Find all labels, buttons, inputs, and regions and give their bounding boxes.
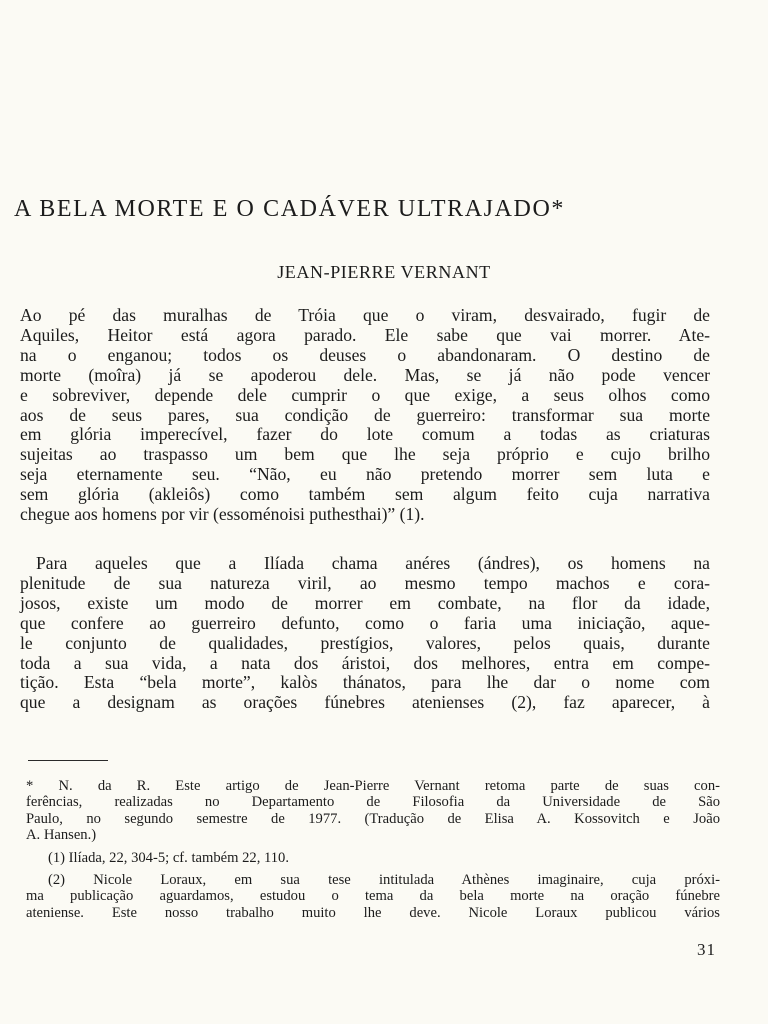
text-line: Aquiles, Heitor está agora parado. Ele sabe que vai morrer. Ate- — [20, 324, 710, 345]
text-line: em glória imperecível, fazer do lote comum a todas as criaturas — [20, 424, 710, 445]
footnote-line: Paulo, no segundo semestre de 1977. (Tradução de Elisa A. Kossovitch e João — [26, 810, 720, 827]
page-number: 31 — [697, 940, 716, 959]
footnote-line: A. Hansen.) — [26, 827, 97, 844]
footnote-line: ferências, realizadas no Departamento de Filosofia da Universidade de São — [26, 794, 720, 811]
footnote-2 — [26, 872, 720, 921]
text-line: aos de seus pares, sua condição de guerreiro: transformar sua morte — [20, 404, 710, 425]
article-title: A BELA MORTE E O CADÁVER ULTRAJADO* — [14, 196, 566, 222]
text-line: sujeitas ao traspasso um bem que lhe seja próprio e cujo brilho — [20, 444, 710, 465]
paragraph-1 — [20, 306, 710, 525]
footnote-line: ateniense. Este nosso trabalho muito lhe deve. Nicole Loraux publicou vários — [26, 904, 720, 921]
text-line: seja eternamente seu. “Não, eu não pretendo morrer sem luta e — [20, 464, 710, 485]
text-line: morte (moîra) já se apoderou dele. Mas, se já não pode vencer — [20, 364, 710, 385]
text-line: toda a sua vida, a nata dos áristoi, dos melhores, entra em compe- — [20, 652, 710, 673]
footnote-1 — [48, 850, 720, 866]
article-author: JEAN-PIERRE VERNANT — [277, 262, 491, 282]
footnote-line: ma publicação aguardamos, estudou o tema da bela morte na oração fúnebre — [26, 888, 720, 905]
text-line: Para aqueles que a Ilíada chama anéres (ándres), os homens na — [36, 553, 710, 573]
text-line: tição. Esta “bela morte”, kalòs thánatos, para lhe dar o nome com — [20, 672, 710, 693]
text-line: le conjunto de qualidades, prestígios, valores, pelos quais, durante — [20, 632, 710, 653]
footnote-line: * N. da R. Este artigo de Jean-Pierre Vernant retoma parte de suas con- — [26, 778, 720, 794]
footnote-editor — [26, 778, 720, 844]
text-line: Ao pé das muralhas de Tróia que o viram, desvairado, fugir de — [20, 305, 710, 325]
text-line: e sobreviver, depende dele cumprir o que exige, a seus olhos como — [20, 384, 710, 405]
text-line: josos, existe um modo de morrer em combate, na flor da idade, — [20, 592, 710, 613]
text-line: sem glória (akleiôs) como também sem algum feito cuja narrativa — [20, 484, 710, 505]
text-line: que confere ao guerreiro defunto, como o faria uma iniciação, aque- — [20, 612, 710, 633]
text-line: que a designam as orações fúnebres atenienses (2), faz aparecer, à — [20, 692, 710, 713]
footnote-line: (2) Nicole Loraux, em sua tese intitulada Athènes imaginaire, cuja próxi- — [48, 872, 720, 888]
text-line: na o enganou; todos os deuses o abandonaram. O destino de — [20, 344, 710, 365]
footnote-line: (1) Ilíada, 22, 304-5; cf. também 22, 110. — [48, 850, 290, 866]
paragraph-2 — [20, 554, 710, 713]
text-line: plenitude de sua natureza viril, ao mesmo tempo machos e cora- — [20, 572, 710, 593]
footnote-divider — [28, 760, 108, 761]
text-line: chegue aos homens por vir (essoménoisi puthesthai)” (1). — [20, 504, 425, 525]
